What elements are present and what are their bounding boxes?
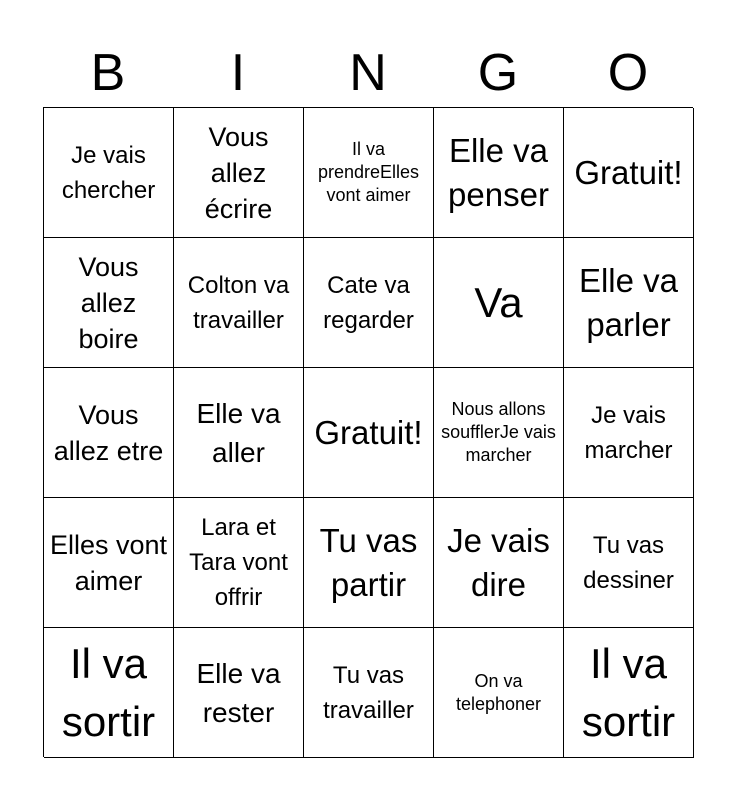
cell-text: Elle va parler: [578, 261, 679, 343]
cell-text: Vous allez écrire: [204, 121, 273, 224]
bingo-cell-r1-c1[interactable]: [44, 108, 174, 238]
cell-text: Vous allez boire: [78, 251, 139, 354]
bingo-cell-r2-c1[interactable]: [44, 238, 174, 368]
header-letter-g: G: [477, 44, 519, 102]
cell-text: Gratuit!: [574, 153, 683, 191]
bingo-cell-r1-c2[interactable]: [174, 108, 304, 238]
bingo-cell-r1-c4[interactable]: [434, 108, 564, 238]
cell-text: Je vais marcher: [584, 401, 673, 464]
header-letter-n: N: [349, 44, 387, 102]
cell-text: Je vais dire: [447, 521, 550, 603]
header-letter-i: I: [230, 44, 246, 102]
bingo-cell-r4-c3[interactable]: [304, 498, 434, 628]
cell-text: Elles vont aimer: [49, 529, 168, 596]
bingo-cell-r5-c4[interactable]: [434, 628, 564, 758]
cell-text: Il va sortir: [61, 639, 156, 745]
bingo-cell-r3-c5[interactable]: [564, 368, 694, 498]
cell-text: Elle va aller: [196, 397, 281, 468]
cell-text: Je vais chercher: [61, 141, 156, 204]
bingo-cell-r3-c3[interactable]: [304, 368, 434, 498]
bingo-cell-r2-c4[interactable]: [434, 238, 564, 368]
cell-text: Elle va rester: [196, 657, 281, 728]
header-letter-o: O: [607, 44, 649, 102]
bingo-cell-r4-c5[interactable]: [564, 498, 694, 628]
cell-text: Lara et Tara vont offrir: [189, 514, 288, 611]
bingo-cell-r4-c1[interactable]: [44, 498, 174, 628]
cell-text: Nous allons soufflerJe vais marcher: [441, 399, 556, 465]
bingo-cell-r2-c3[interactable]: [304, 238, 434, 368]
bingo-cell-r3-c1[interactable]: [44, 368, 174, 498]
cell-text: On va telephoner: [455, 670, 542, 714]
cell-text: Elle va penser: [448, 131, 549, 213]
cell-text: Il va prendreElles vont aimer: [317, 139, 420, 205]
cell-text: Tu vas travailler: [323, 661, 414, 724]
bingo-cell-r3-c2[interactable]: [174, 368, 304, 498]
cell-text: Tu vas dessiner: [583, 531, 674, 594]
bingo-grid: [43, 107, 693, 757]
bingo-cell-r4-c4[interactable]: [434, 498, 564, 628]
cell-text: Il va sortir: [581, 639, 676, 745]
bingo-cell-r5-c3[interactable]: [304, 628, 434, 758]
cell-text: Va: [474, 278, 523, 326]
bingo-cell-r5-c5[interactable]: [564, 628, 694, 758]
bingo-cell-r1-c5[interactable]: [564, 108, 694, 238]
cell-text: Colton va travailler: [187, 271, 290, 334]
bingo-cell-r1-c3[interactable]: [304, 108, 434, 238]
bingo-cell-r2-c5[interactable]: [564, 238, 694, 368]
cell-text: Tu vas partir: [319, 521, 418, 603]
bingo-cell-r3-c4[interactable]: [434, 368, 564, 498]
bingo-header: [43, 40, 693, 106]
cell-text: Cate va regarder: [323, 271, 414, 334]
bingo-cell-r4-c2[interactable]: [174, 498, 304, 628]
bingo-cell-r2-c2[interactable]: [174, 238, 304, 368]
bingo-cell-r5-c1[interactable]: [44, 628, 174, 758]
cell-text: Vous allez etre: [53, 399, 164, 466]
bingo-cell-r5-c2[interactable]: [174, 628, 304, 758]
header-letter-b: B: [90, 44, 126, 102]
cell-text: Gratuit!: [314, 413, 423, 451]
